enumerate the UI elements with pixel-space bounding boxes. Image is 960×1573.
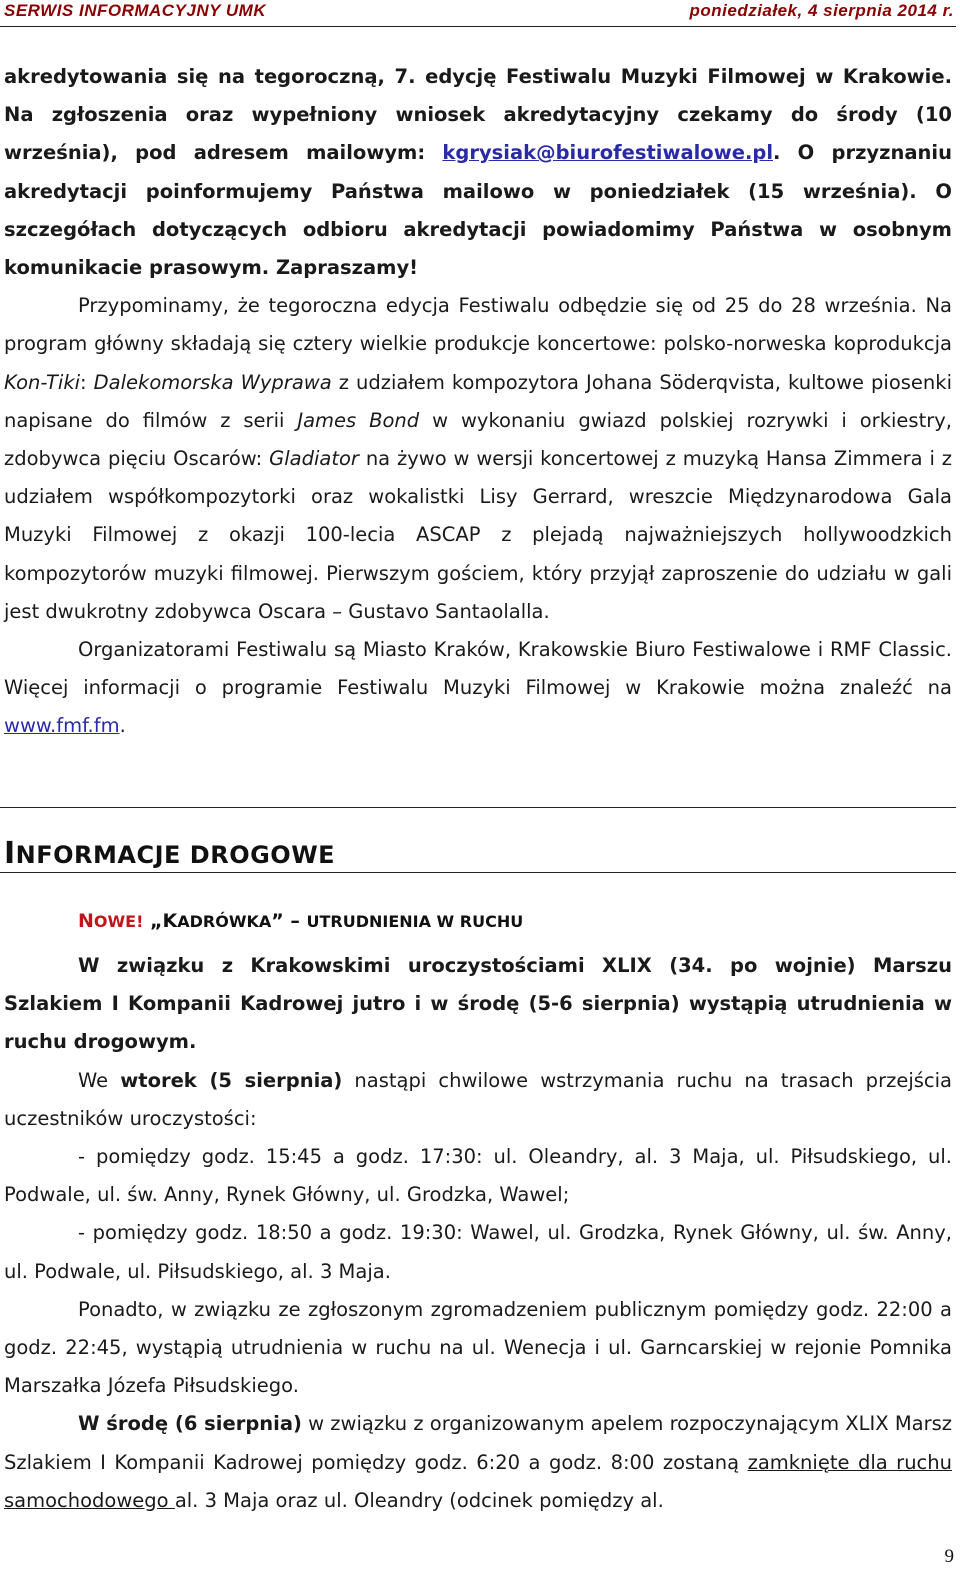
article-lead: W związku z Krakowskimi uroczystościami XLIX (34. po wojnie) Marszu Szlakiem I Kompanii Kadrowej jutro i w środę (5-6 sierpnia) wystąpią utrudnienia w ruchu drogowym. xyxy=(4,954,952,1054)
title-dalekomorska: Dalekomorska Wyprawa xyxy=(93,370,332,394)
page-header xyxy=(4,0,954,22)
program-text-5: na żywo w wersji koncertowej z muzyką Hansa Zimmera i z udziałem współkompozytorki oraz wokalistki Lisy Gerrard, wreszcie Międzynarodowa Gala Muzyki Filmowej z okazji 100-lecia ASCAP z plejadą najważniejszych hollywoodzkich kompozytorów muzyki filmowej. Pierwszym gościem, który przyjął zaproszenie do udziału w gali jest dwukrotny zdobywca Oscara – Gustavo Santaolalla. xyxy=(4,447,952,623)
headline-rest: UTRUDNIENIA W RUCHU xyxy=(306,912,524,931)
wednesday-text-1: w związku z organizowanym apelem rozpoczynającym XLIX Marsz Szlakiem I Kompanii Kadrowej pomiędzy godz. 6:20 a godz. 8:00 zostaną xyxy=(4,1412,953,1474)
tuesday-date: wtorek (5 sierpnia) xyxy=(120,1068,343,1092)
page-number: 9 xyxy=(944,1546,954,1567)
organizers-text: Organizatorami Festiwalu są Miasto Kraków, Krakowskie Biuro Festiwalowe i RMF Classic. Więcej informacji o programie Festiwalu Muzyki Filmowej w Krakowie można znaleźć na xyxy=(4,638,952,700)
tuesday-text-2: nastąpi chwilowe wstrzymania ruchu na trasach przejścia uczestników uroczystości: xyxy=(4,1068,952,1130)
accreditation-text-2: . O przyznaniu akredytacji poinformujemy Państwa mailowo w poniedziałek (15 września). O szczegółach dotyczących odbioru akredytacji powiadomimy Państwa w osobnym komunikacie prasowym. Zapraszamy! xyxy=(4,141,952,280)
program-text-2: : xyxy=(80,370,94,394)
wednesday-closed: zamknięte dla ruchu samochodowego xyxy=(4,1450,952,1512)
wednesday-text-2: al. 3 Maja oraz ul. Oleandry (odcinek pomiędzy al. xyxy=(174,1488,664,1512)
headline-quote-close: ” – xyxy=(271,910,307,932)
title-james-bond: James Bond xyxy=(297,408,420,432)
headline-k: K xyxy=(162,910,178,932)
new-badge-rest: OWE! xyxy=(93,912,144,931)
headline-kadrowka: ADRÓWKA xyxy=(177,912,272,931)
assembly-paragraph: Ponadto, w związku ze zgłoszonym zgromadzeniem publicznym pomiędzy godz. 22:00 a godz. 22:45, wystąpią utrudnienia w ruchu na ul. Wenecja i ul. Garncarskiej w rejonie Pomnika Marszałka Józefa Piłsudskiego. xyxy=(4,1297,952,1398)
header-rule xyxy=(0,26,956,27)
new-badge-initial: N xyxy=(78,910,94,932)
section-divider xyxy=(0,807,956,808)
article-headline xyxy=(78,910,523,932)
tuesday-text-1: We xyxy=(78,1068,121,1092)
header-source: SERWIS INFORMACYJNY UMK xyxy=(4,1,267,20)
program-text-1: Przypominamy, że tegoroczna edycja Festiwalu odbędzie się od 25 do 28 września. Na program główny składają się cztery wielkie produkcje koncertowe: polsko-norweska koprodukcja xyxy=(4,294,952,356)
title-kon-tiki: Kon-Tiki xyxy=(4,370,81,394)
wednesday-paragraph xyxy=(4,1405,952,1520)
section-title-rule xyxy=(0,872,956,873)
title-gladiator: Gladiator xyxy=(269,447,359,471)
tuesday-paragraph xyxy=(4,1062,952,1138)
program-text-3: z udziałem kompozytora Johana Söderqvista, kultowe piosenki napisane do filmów z serii xyxy=(4,370,952,432)
route-item-2: - pomiędzy godz. 18:50 a godz. 19:30: Wawel, ul. Grodzka, Rynek Główny, ul. św. Anny, ul. Podwale, ul. Piłsudskiego, al. 3 Maja. xyxy=(4,1221,952,1283)
accreditation-text-1: akredytowania się na tegoroczną, 7. edycję Festiwalu Muzyki Filmowej w Krakowie. Na zgłoszenia oraz wypełniony wniosek akredytacyjny czekamy do środy (10 września), pod adresem mailowym: xyxy=(4,65,952,165)
section-title-initial: I xyxy=(4,836,16,871)
email-link[interactable]: kgrysiak@biurofestiwalowe.pl xyxy=(442,141,773,165)
organizers-end: . xyxy=(119,714,126,738)
festival-section xyxy=(4,58,952,746)
section-title xyxy=(4,836,335,871)
accreditation-paragraph xyxy=(4,58,952,287)
headline-quote-open: „ xyxy=(143,910,163,932)
article-body xyxy=(4,947,952,1520)
header-date: poniedziałek, 4 sierpnia 2014 r. xyxy=(689,1,954,20)
program-text-4: w wykonaniu gwiazd polskiej rozrywki i orkiestry, zdobywca pięciu Oscarów: xyxy=(4,408,952,471)
section-title-rest: NFORMACJE DROGOWE xyxy=(15,841,336,869)
route-item-1: - pomiędzy godz. 15:45 a godz. 17:30: ul. Oleandry, al. 3 Maja, ul. Piłsudskiego, ul. Podwale, ul. św. Anny, Rynek Główny, ul. Grodzka, Wawel; xyxy=(4,1145,952,1207)
program-paragraph xyxy=(4,287,952,631)
organizers-paragraph xyxy=(4,631,952,746)
website-link[interactable]: www.fmf.fm xyxy=(4,714,120,738)
wednesday-date: W środę (6 sierpnia) xyxy=(78,1412,302,1436)
